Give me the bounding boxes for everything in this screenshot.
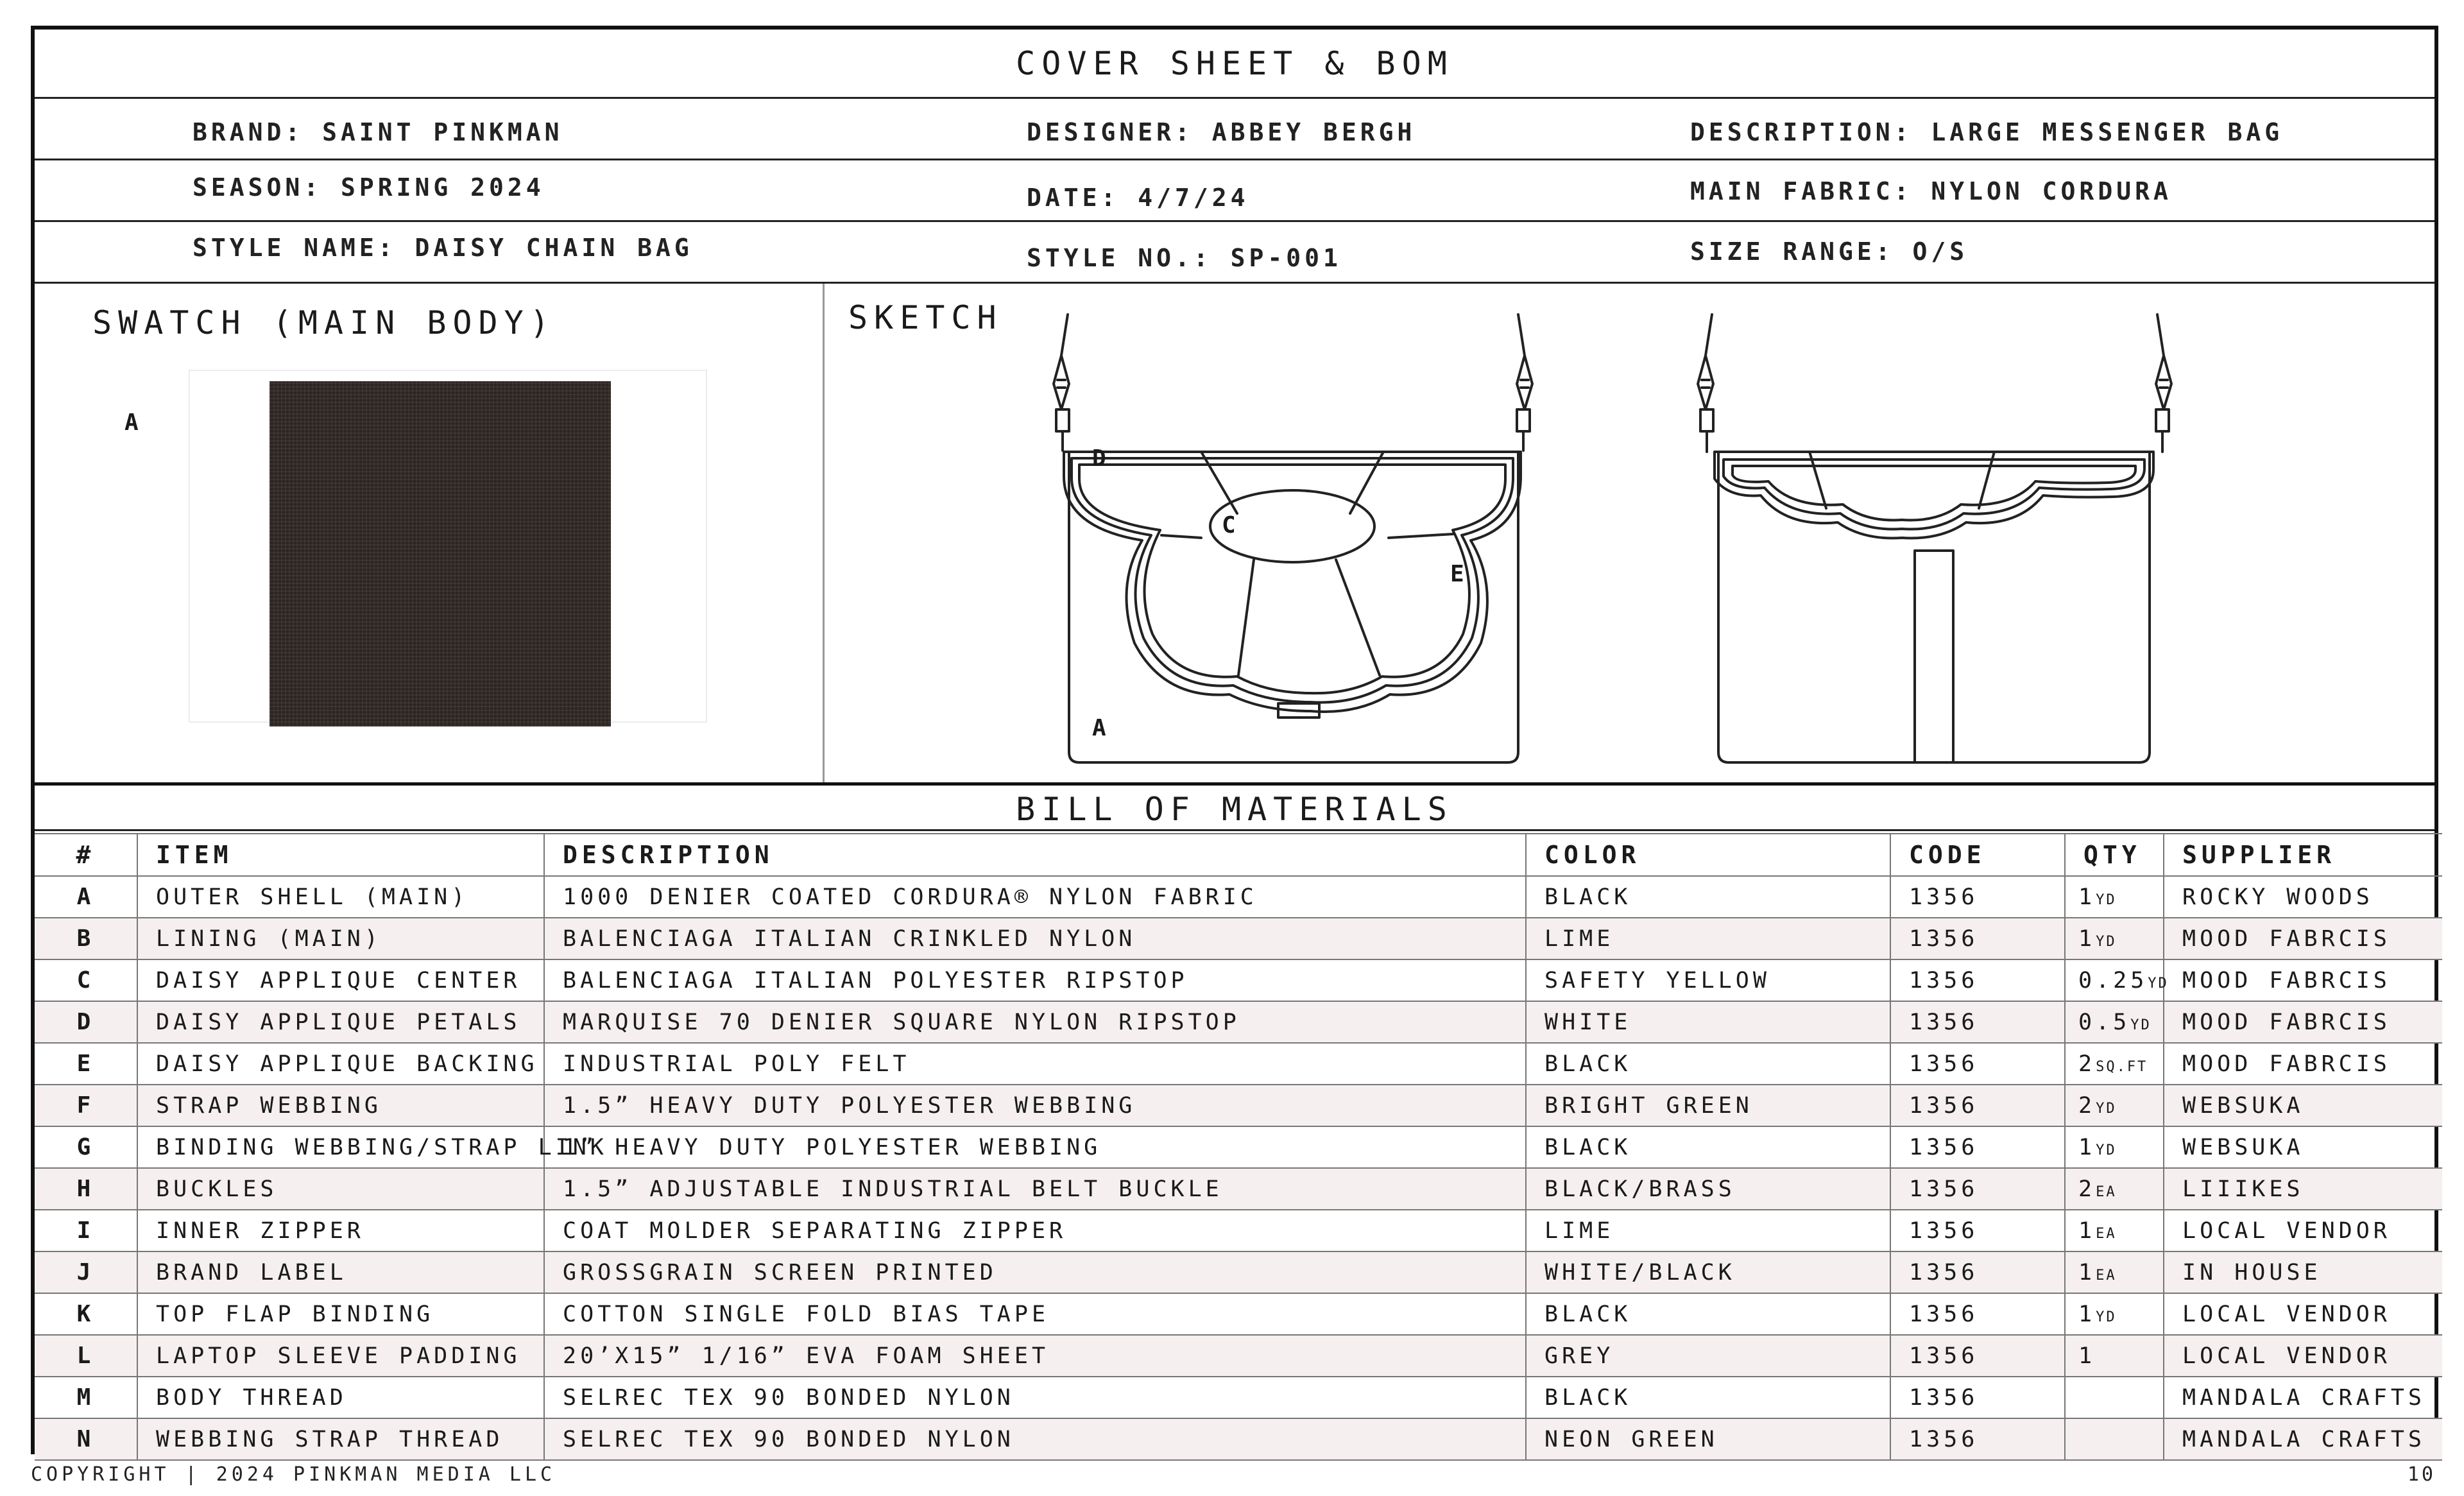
row-id: G [35, 1126, 137, 1168]
season-field: SEASON: SPRING 2024 [193, 173, 545, 202]
row-item: INNER ZIPPER [137, 1210, 544, 1251]
front-view-sketch [1054, 314, 1532, 762]
row-description: COAT MOLDER SEPARATING ZIPPER [544, 1210, 1526, 1251]
page-title: COVER SHEET & BOM [35, 30, 2434, 99]
row-id: E [35, 1043, 137, 1085]
qty-unit: YD [2096, 933, 2117, 950]
swatch-callout: A [124, 409, 139, 436]
row-item: TOP FLAP BINDING [137, 1293, 544, 1335]
info-row-3 [35, 222, 2434, 284]
table-row [35, 1210, 2442, 1251]
front-strap-right [1517, 314, 1532, 451]
row-supplier: LOCAL VENDOR [2164, 1335, 2442, 1377]
table-row [35, 1377, 2442, 1418]
row-id: B [35, 918, 137, 959]
row-qty [2065, 1210, 2164, 1251]
table-row [35, 1085, 2442, 1126]
designer-field: DESIGNER: ABBEY BERGH [1027, 118, 1416, 146]
row-description: INDUSTRIAL POLY FELT [544, 1043, 1526, 1085]
row-qty [2065, 876, 2164, 918]
bom-table [35, 833, 2442, 1461]
row-supplier: LOCAL VENDOR [2164, 1293, 2442, 1335]
col-header-color: COLOR [1526, 834, 1890, 876]
row-qty [2065, 918, 2164, 959]
row-qty [2065, 1043, 2164, 1085]
main-fabric-field: MAIN FABRIC: NYLON CORDURA [1690, 177, 2172, 205]
row-id: D [35, 1001, 137, 1043]
info-row-1 [35, 99, 2434, 160]
row-id: J [35, 1251, 137, 1293]
table-row [35, 876, 2442, 918]
row-id: C [35, 959, 137, 1001]
table-row [35, 1126, 2442, 1168]
row-supplier: MANDALA CRAFTS [2164, 1377, 2442, 1418]
row-code: 1356 [1890, 1251, 2065, 1293]
row-color: WHITE [1526, 1001, 1890, 1043]
row-item: DAISY APPLIQUE BACKING [137, 1043, 544, 1085]
row-color: GREY [1526, 1335, 1890, 1377]
row-qty [2065, 959, 2169, 1001]
row-qty [2065, 1335, 2164, 1377]
qty-value: 1 [2078, 1134, 2096, 1160]
table-row [35, 1293, 2442, 1335]
col-header-index: # [35, 834, 137, 876]
row-supplier: MANDALA CRAFTS [2164, 1418, 2442, 1460]
row-item: DAISY APPLIQUE PETALS [137, 1001, 544, 1043]
row-description: 1” HEAVY DUTY POLYESTER WEBBING [544, 1126, 1526, 1168]
qty-value: 1 [2078, 1343, 2096, 1369]
style-no-field: STYLE NO.: SP-001 [1027, 244, 1342, 272]
callout-e: E [1450, 561, 1464, 587]
row-color: BLACK [1526, 1126, 1890, 1168]
swatch-sketch-section [35, 284, 2434, 786]
petal-seams [1161, 452, 1454, 675]
qty-unit: YD [2096, 891, 2117, 908]
back-view-sketch [1698, 314, 2171, 762]
qty-unit: EA [2096, 1183, 2117, 1200]
row-code: 1356 [1890, 918, 2065, 959]
qty-value: 0.25 [2078, 967, 2148, 993]
callout-d: D [1092, 445, 1106, 472]
page-number: 10 [2407, 1463, 2436, 1486]
qty-unit: YD [2096, 1142, 2117, 1158]
table-row [35, 1335, 2442, 1377]
row-supplier: LOCAL VENDOR [2164, 1210, 2442, 1251]
row-description: 1.5” HEAVY DUTY POLYESTER WEBBING [544, 1085, 1526, 1126]
row-qty [2065, 1126, 2164, 1168]
row-id: N [35, 1418, 137, 1460]
row-description: 1000 DENIER COATED CORDURA® NYLON FABRIC [544, 876, 1526, 918]
qty-value: 2 [2078, 1051, 2096, 1077]
row-description: MARQUISE 70 DENIER SQUARE NYLON RIPSTOP [544, 1001, 1526, 1043]
row-description: 1.5” ADJUSTABLE INDUSTRIAL BELT BUCKLE [544, 1168, 1526, 1210]
qty-unit: YD [2130, 1017, 2152, 1033]
row-color: LIME [1526, 918, 1890, 959]
qty-value: 0.5 [2078, 1009, 2131, 1035]
row-color: SAFETY YELLOW [1526, 959, 1890, 1001]
row-qty [2065, 1418, 2164, 1460]
row-id: I [35, 1210, 137, 1251]
qty-value: 1 [2078, 1217, 2096, 1244]
row-id: H [35, 1168, 137, 1210]
row-item: BINDING WEBBING/STRAP LINK [137, 1126, 544, 1168]
row-id: L [35, 1335, 137, 1377]
back-strap-left [1698, 314, 1713, 452]
row-code: 1356 [1890, 1085, 2065, 1126]
table-row [35, 1168, 2442, 1210]
qty-value: 1 [2078, 1259, 2096, 1285]
row-item: LAPTOP SLEEVE PADDING [137, 1335, 544, 1377]
qty-unit: YD [2096, 1100, 2117, 1117]
info-row-2 [35, 160, 2434, 222]
row-description: GROSSGRAIN SCREEN PRINTED [544, 1251, 1526, 1293]
qty-value: 2 [2078, 1092, 2096, 1119]
size-range-field: SIZE RANGE: O/S [1690, 237, 1969, 266]
row-item: BUCKLES [137, 1168, 544, 1210]
table-row [35, 1418, 2442, 1460]
row-supplier: IN HOUSE [2164, 1251, 2442, 1293]
back-zipper-strip [1915, 551, 1953, 762]
row-qty [2065, 1251, 2164, 1293]
row-code: 1356 [1890, 1377, 2065, 1418]
col-header-supplier: SUPPLIER [2164, 834, 2442, 876]
qty-unit: EA [2096, 1267, 2117, 1284]
row-item: BRAND LABEL [137, 1251, 544, 1293]
qty-value: 1 [2078, 884, 2096, 910]
copyright: COPYRIGHT | 2024 PINKMAN MEDIA LLC [31, 1463, 556, 1486]
col-header-item: ITEM [137, 834, 544, 876]
row-supplier: MOOD FABRCIS [2164, 1043, 2442, 1085]
row-color: LIME [1526, 1210, 1890, 1251]
row-qty [2065, 1293, 2164, 1335]
row-description: BALENCIAGA ITALIAN CRINKLED NYLON [544, 918, 1526, 959]
row-code: 1356 [1890, 1418, 2065, 1460]
qty-value: 2 [2078, 1176, 2096, 1202]
qty-unit: YD [2148, 975, 2169, 992]
table-row [35, 1251, 2442, 1293]
row-qty [2065, 1085, 2164, 1126]
daisy-outline-middle [1072, 458, 1513, 702]
table-row [35, 918, 2442, 959]
front-strap-left [1054, 314, 1069, 451]
row-item: WEBBING STRAP THREAD [137, 1418, 544, 1460]
table-row [35, 959, 2442, 1001]
swatch-label: SWATCH (MAIN BODY) [92, 304, 556, 341]
callout-a: A [1092, 715, 1106, 741]
col-header-description: DESCRIPTION [544, 834, 1526, 876]
row-code: 1356 [1890, 1168, 2065, 1210]
bom-header-row [35, 834, 2442, 876]
row-description: COTTON SINGLE FOLD BIAS TAPE [544, 1293, 1526, 1335]
row-code: 1356 [1890, 1293, 2065, 1335]
row-item: BODY THREAD [137, 1377, 544, 1418]
qty-value: 1 [2078, 925, 2096, 952]
row-code: 1356 [1890, 1335, 2065, 1377]
row-id: M [35, 1377, 137, 1418]
col-header-code: CODE [1890, 834, 2065, 876]
row-item: DAISY APPLIQUE CENTER [137, 959, 544, 1001]
row-id: K [35, 1293, 137, 1335]
row-code: 1356 [1890, 1210, 2065, 1251]
row-qty [2065, 1377, 2164, 1418]
row-code: 1356 [1890, 1043, 2065, 1085]
row-description: SELREC TEX 90 BONDED NYLON [544, 1418, 1526, 1460]
row-code: 1356 [1890, 959, 2065, 1001]
back-strap-right [2156, 314, 2171, 452]
row-code: 1356 [1890, 1001, 2065, 1043]
row-supplier: WEBSUKA [2164, 1126, 2442, 1168]
bom-title: BILL OF MATERIALS [35, 789, 2434, 831]
row-color: BLACK [1526, 1293, 1890, 1335]
row-item: OUTER SHELL (MAIN) [137, 876, 544, 918]
qty-unit: SQ.FT [2096, 1058, 2148, 1075]
col-header-qty: QTY [2065, 834, 2164, 876]
table-row [35, 1043, 2442, 1085]
row-qty [2065, 1001, 2164, 1043]
row-color: NEON GREEN [1526, 1418, 1890, 1460]
row-id: F [35, 1085, 137, 1126]
style-name-field: STYLE NAME: DAISY CHAIN BAG [193, 234, 693, 262]
row-id: A [35, 876, 137, 918]
row-supplier: MOOD FABRCIS [2164, 918, 2442, 959]
row-description: BALENCIAGA ITALIAN POLYESTER RIPSTOP [544, 959, 1526, 1001]
row-qty [2065, 1168, 2164, 1210]
callout-c: C [1222, 512, 1236, 538]
row-supplier: LIIIKES [2164, 1168, 2442, 1210]
row-description: SELREC TEX 90 BONDED NYLON [544, 1377, 1526, 1418]
row-supplier: MOOD FABRCIS [2164, 1001, 2442, 1043]
row-item: STRAP WEBBING [137, 1085, 544, 1126]
row-color: BLACK/BRASS [1526, 1168, 1890, 1210]
brand-field: BRAND: SAINT PINKMAN [193, 118, 563, 146]
row-color: BLACK [1526, 876, 1890, 918]
back-scallop-inner [1733, 466, 2135, 520]
row-code: 1356 [1890, 876, 2065, 918]
row-description: 20’X15” 1/16” EVA FOAM SHEET [544, 1335, 1526, 1377]
qty-unit: EA [2096, 1225, 2117, 1242]
sketch-label: SKETCH [848, 299, 1003, 336]
tech-pack-sheet [31, 26, 2438, 1454]
row-code: 1356 [1890, 1126, 2065, 1168]
qty-unit: YD [2096, 1309, 2117, 1325]
row-supplier: MOOD FABRCIS [2164, 959, 2442, 1001]
row-color: BLACK [1526, 1377, 1890, 1418]
row-color: WHITE/BLACK [1526, 1251, 1890, 1293]
row-supplier: ROCKY WOODS [2164, 876, 2442, 918]
row-item: LINING (MAIN) [137, 918, 544, 959]
qty-value: 1 [2078, 1301, 2096, 1327]
bom-body [35, 876, 2442, 1460]
row-color: BRIGHT GREEN [1526, 1085, 1890, 1126]
row-supplier: WEBSUKA [2164, 1085, 2442, 1126]
table-row [35, 1001, 2442, 1043]
row-color: BLACK [1526, 1043, 1890, 1085]
description-field: DESCRIPTION: LARGE MESSENGER BAG [1690, 118, 2284, 146]
date-field: DATE: 4/7/24 [1027, 184, 1249, 212]
